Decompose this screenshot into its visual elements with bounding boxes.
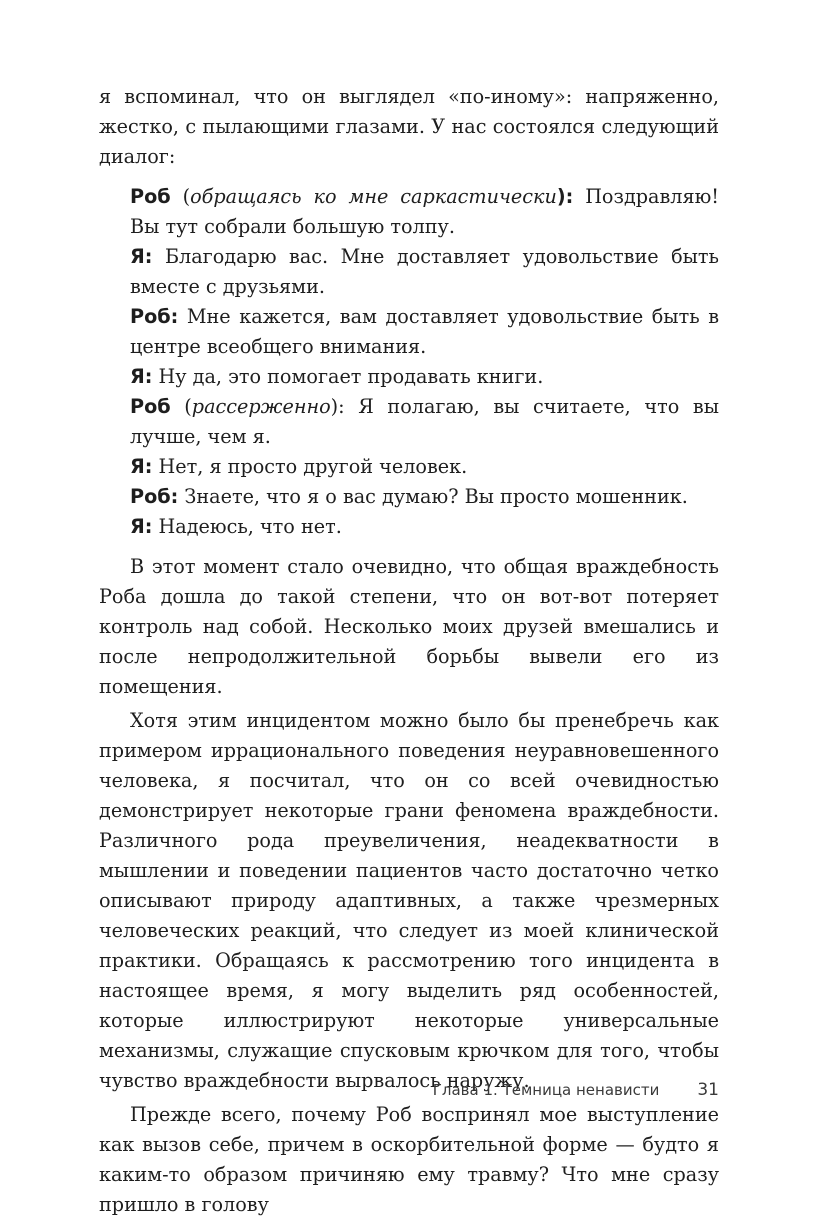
speaker-name: Я: [130,365,153,388]
stage-remark: рассерженно [191,395,331,418]
paragraph-4: Прежде всего, почему Роб воспринял мое выступление как вызов себе, причем в оскорбительной форме — будто я каким-то образом причиняю ему травму? Что мне сразу пришло в голову [99,1103,719,1216]
dialogue-line [130,182,719,242]
remark-open: ( [170,395,192,418]
speaker-name: Роб [130,185,171,208]
dialogue-line [130,482,719,512]
speaker-name: Я: [130,245,153,268]
stage-remark: обращаясь ко мне саркастически [190,185,557,208]
dialogue-text: Я полагаю, вы считаете, что вы лучше, чем я. [130,395,719,448]
speaker-name: Роб [130,395,171,418]
speaker-name: Роб: [130,305,179,328]
running-chapter-title: Глава 1. Темница ненависти [432,1081,660,1099]
dialogue-line [130,302,719,362]
speaker-name: Я: [130,515,153,538]
paragraph-intro: я вспоминал, что он выглядел «по-иному»: напряженно, жестко, с пылающими глазами. У нас состоялся следующий диалог: [99,85,719,168]
remark-open: ( [170,185,191,208]
speaker-name: Я: [130,455,153,478]
dialogue-line [130,362,719,392]
paragraph-3: Хотя этим инцидентом можно было бы пренебречь как примером иррационального поведения неуравновешенного человека, я посчитал, что он со всей очевидностью демонстрирует некоторые грани феномена враждебности. Различного рода преувеличения, неадекватности в мышлении и поведении пациентов часто достаточно четко описывают природу адаптивных, а также чрезмерных человеческих реакций, что следует из моей клинической практики. Обращаясь к рассмотрению того инцидента в настоящее время, я могу выделить ряд особенностей, которые иллюстрируют некоторые универсальные механизмы, служащие спусковым крючком для того, чтобы чувство враждебности вырвалось наружу. [99,709,719,1092]
speaker-name: Роб: [130,485,179,508]
dialogue-text: Благодарю вас. Мне доставляет удовольствие быть вместе с друзьями. [130,245,719,298]
dialogue-line [130,392,719,452]
dialogue-text: Знаете, что я о вас думаю? Вы просто мошенник. [178,485,688,508]
dialogue-text: Нет, я просто другой человек. [152,455,468,478]
remark-close: ): [556,185,574,208]
dialogue-text: Мне кажется, вам доставляет удовольствие быть в центре всеобщего внимания. [130,305,719,358]
remark-close: ): [330,395,345,418]
dialogue-block [130,182,719,542]
page-number: 31 [697,1080,719,1100]
page-text [99,82,719,1220]
dialogue-text: Ну да, это помогает продавать книги. [152,365,544,388]
dialogue-text: Поздравляю! Вы тут собрали большую толпу. [130,185,719,238]
dialogue-line [130,452,719,482]
page-footer [99,1080,719,1100]
paragraph-2: В этот момент стало очевидно, что общая враждебность Роба дошла до такой степени, что он вот-вот потеряет контроль над собой. Несколько моих друзей вмешались и после непродолжительной борьбы вывели его из помещения. [99,555,719,698]
dialogue-line [130,242,719,302]
dialogue-text: Надеюсь, что нет. [152,515,342,538]
dialogue-line [130,512,719,542]
